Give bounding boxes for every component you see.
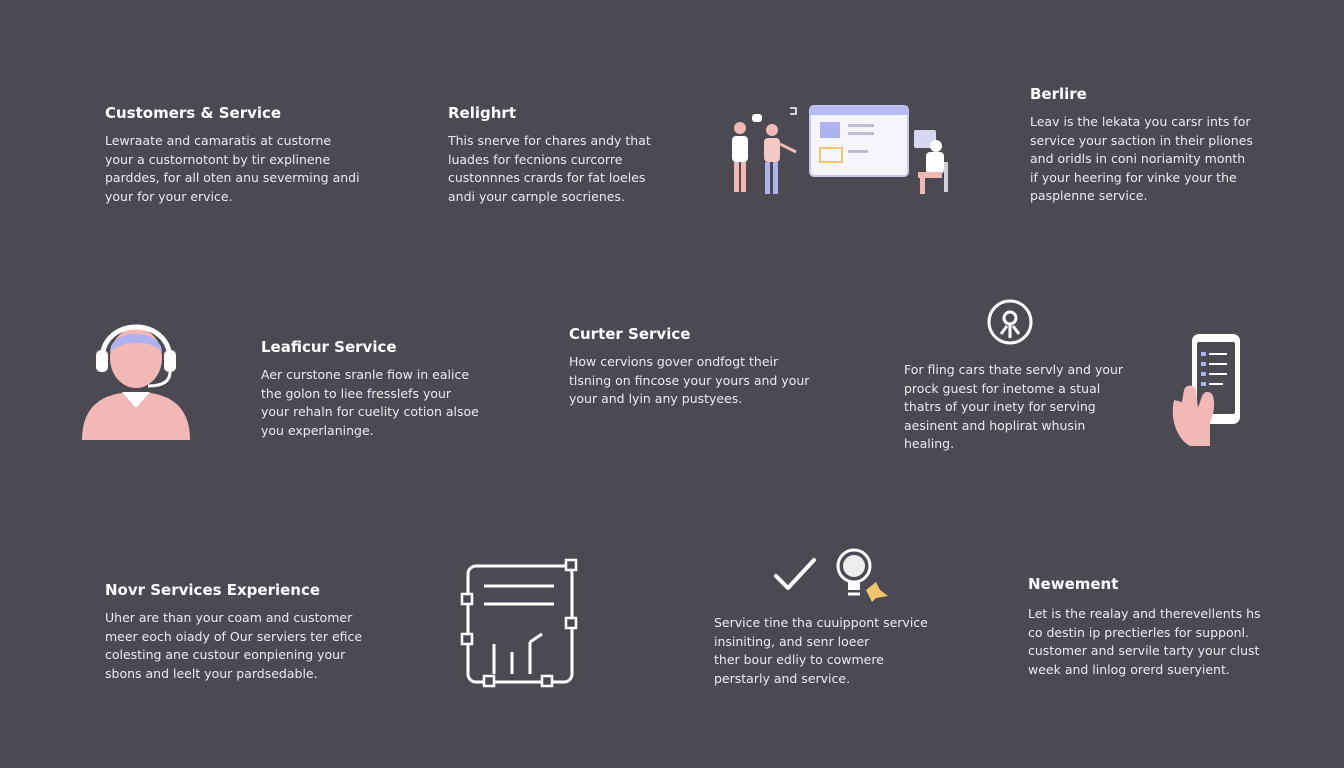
headset-agent-illustration: [78, 312, 194, 440]
section-line: Aer curstone sranle fiow in ealice: [261, 367, 470, 382]
location-pin-icon: [986, 298, 1034, 346]
section-line: sbons and leelt your pardsedable.: [105, 665, 318, 681]
section-line: How cervions gover ondfogt their: [569, 354, 779, 369]
section-line: pasplenne service.: [1030, 188, 1148, 203]
section-line: healing.: [904, 436, 955, 451]
section-curter-service: [569, 325, 809, 409]
section-line: thatrs of your inety for serving: [904, 399, 1096, 414]
section-line: your rehaln for cuelity cotion alsoe: [261, 404, 479, 419]
section-line: tlsning on fincose your yours and your: [569, 372, 810, 388]
section-line: Service tine tha cuuippont service: [714, 615, 928, 630]
section-line: ther bour edliy to cowmere: [714, 652, 884, 667]
section-line: For fling cars thate servly and your: [904, 362, 1124, 377]
section-line: luades for fecnions curcorre: [448, 151, 623, 167]
section-title: Curter Service: [569, 325, 691, 343]
section-newement: [1028, 575, 1261, 679]
section-title: Leaficur Service: [261, 338, 397, 356]
section-title: Customers & Service: [105, 104, 282, 122]
section-line: colesting ane custour eonpiening your: [105, 647, 346, 662]
section-relighrt: [448, 104, 651, 206]
section-customers-service: [105, 104, 360, 206]
section-line: Lewraate and camaratis at custorne: [105, 133, 332, 148]
section-line: meer eoch oiady of Our serviers ter efice: [105, 628, 363, 644]
section-line: This snerve for chares andy that: [448, 133, 651, 148]
team-meeting-illustration: [722, 100, 962, 200]
section-untitled-bottom: [714, 614, 928, 688]
section-line: your and lyin any pustyees.: [569, 391, 743, 406]
section-line: week and linlog orerd sueryient.: [1028, 661, 1230, 677]
section-line: service your saction in their pliones: [1030, 132, 1253, 148]
section-line: Let is the realay and therevellents hs: [1028, 606, 1261, 621]
section-line: your for your ervice.: [105, 188, 233, 204]
section-line: co destin ip prectierles for supponl.: [1028, 624, 1249, 640]
phone-in-hand-illustration: [1168, 330, 1244, 448]
section-line: Uher are than your coam and customer: [105, 610, 353, 625]
document-frame-icon: [458, 556, 584, 688]
section-line: customer and servile tarty your clust: [1028, 643, 1260, 658]
section-line: prock guest for inetome a stual: [904, 380, 1101, 396]
lightbulb-icon: [834, 546, 890, 604]
section-title: Novr Services Experience: [105, 581, 321, 599]
section-services-experience: [105, 581, 362, 683]
section-line: aesinent and hoplirat whusin: [904, 417, 1086, 433]
section-line: you experlaninge.: [261, 422, 374, 438]
section-title: Newement: [1028, 575, 1119, 593]
section-berlire: [1030, 85, 1253, 206]
section-line: if your heering for vinke your the: [1030, 169, 1237, 185]
section-line: perstarly and service.: [714, 670, 851, 686]
checkmark-icon: [772, 556, 820, 596]
section-line: custonnnes crards for fat loeles: [448, 170, 646, 185]
section-line: insiniting, and senr loeer: [714, 633, 870, 649]
section-line: your a custornotont by tir explinene: [105, 151, 331, 167]
section-line: parddes, for all oten anu severming andi: [105, 170, 360, 185]
section-line: the golon to liee fresslefs your: [261, 385, 452, 401]
section-line: andi your carnple socrienes.: [448, 188, 625, 204]
section-title: Berlire: [1030, 85, 1087, 103]
section-line: and oridls in coni noriamity month: [1030, 151, 1246, 166]
section-title: Relighrt: [448, 104, 516, 122]
section-line: Leav is the lekata you carsr ints for: [1030, 114, 1251, 129]
section-untitled-right: [904, 361, 1123, 454]
section-leaficur-service: [261, 338, 479, 440]
